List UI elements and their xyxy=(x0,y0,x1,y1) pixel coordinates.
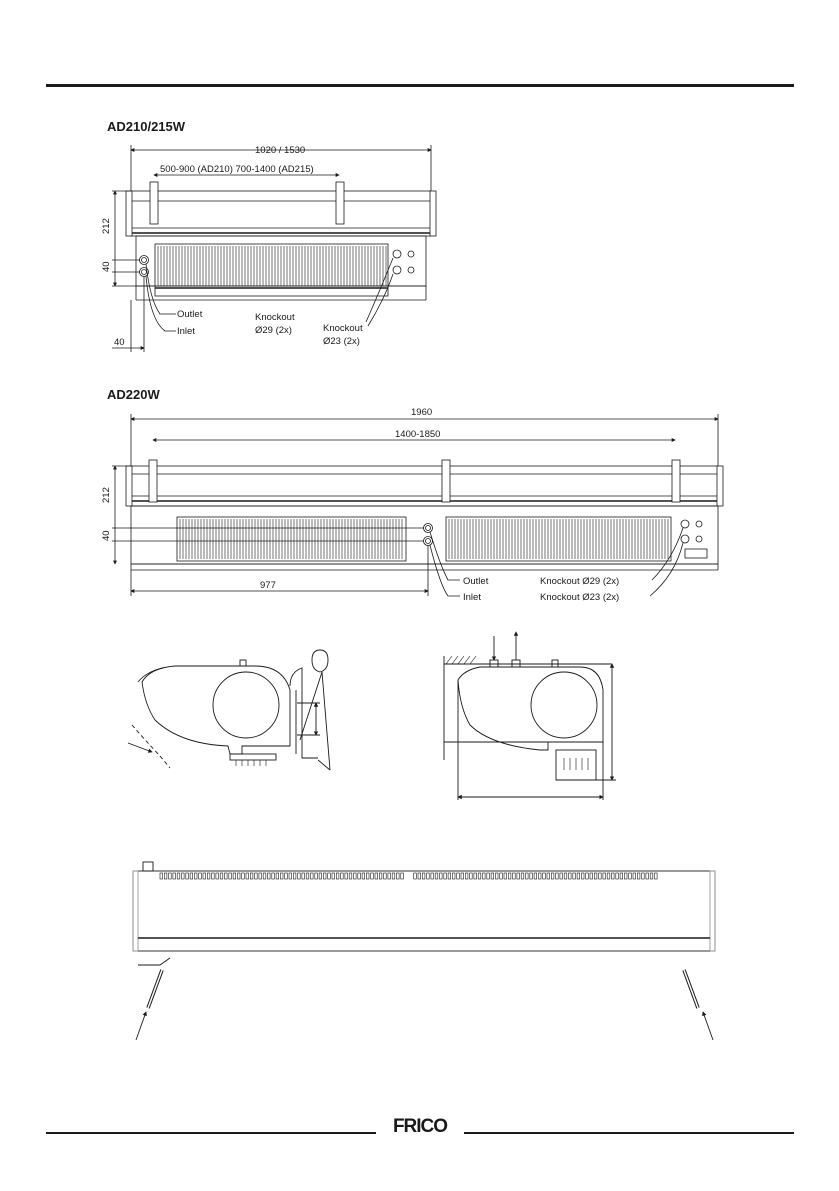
ad220-drawing xyxy=(112,414,723,596)
frico-logo xyxy=(388,1114,452,1136)
side-view-right xyxy=(444,632,616,800)
ad210-label-knockout-23-b: Ø23 (2x) xyxy=(323,336,360,347)
ad210-label-knockout-29-a: Knockout xyxy=(255,312,295,323)
ad210-dim-height: 212 xyxy=(101,218,112,234)
ad210-label-inlet: Inlet xyxy=(177,326,195,337)
ad220-title: AD220W xyxy=(107,387,160,402)
ad220-dim-pipe-spacing: 40 xyxy=(101,530,112,541)
ad220-label-outlet: Outlet xyxy=(463,576,489,587)
ad220-label-knockout-23: Knockout Ø23 (2x) xyxy=(540,592,620,603)
footer-rule-left xyxy=(46,1132,376,1134)
side-view-left xyxy=(128,650,330,770)
ad210-labels xyxy=(101,145,363,348)
ad210-label-knockout-29-b: Ø29 (2x) xyxy=(255,325,292,336)
ad210-dim-pipe-spacing: 40 xyxy=(101,261,112,272)
ad210-title: AD210/215W xyxy=(107,119,186,134)
ad220-label-knockout-29: Knockout Ø29 (2x) xyxy=(540,576,620,587)
ad210-dim-length: 1020 / 1530 xyxy=(255,145,306,156)
ad210-dim-side: 40 xyxy=(114,337,125,348)
ad210-label-outlet: Outlet xyxy=(177,309,203,320)
ad220-dim-brackets: 1400-1850 xyxy=(395,429,441,440)
ad210-label-knockout-23-a: Knockout xyxy=(323,323,363,334)
ad210-dim-brackets: 500-900 (AD210) 700-1400 (AD215) xyxy=(160,164,314,175)
frico-logo-text: FRICO xyxy=(392,1116,448,1136)
front-view-bottom xyxy=(133,862,715,1040)
ad220-dim-center: 977 xyxy=(260,580,276,591)
footer-rule-right xyxy=(464,1132,794,1134)
ad220-dim-height: 212 xyxy=(101,487,112,503)
ad220-dim-length: 1960 xyxy=(411,407,433,418)
ad220-label-inlet: Inlet xyxy=(463,592,481,603)
